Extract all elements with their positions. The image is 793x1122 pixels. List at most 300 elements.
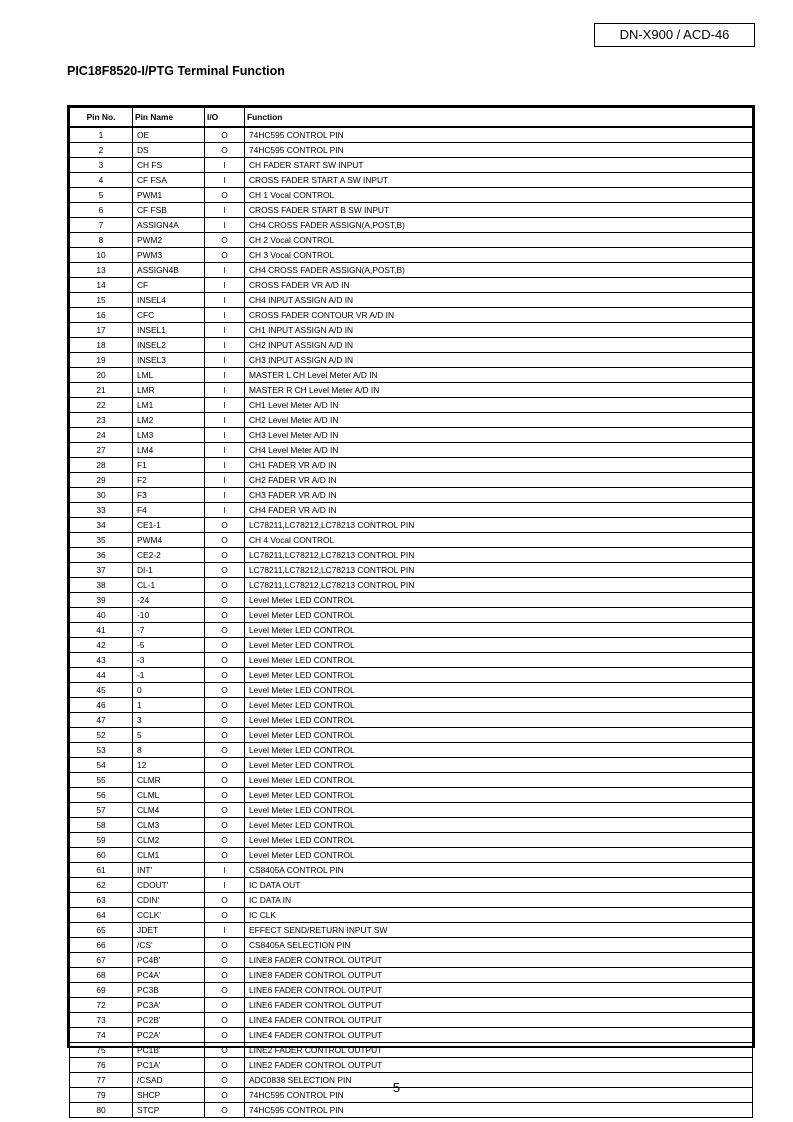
function-cell: Level Meter LED CONTROL: [245, 668, 753, 683]
pin-name-cell: F2: [133, 473, 205, 488]
function-cell: IC DATA OUT: [245, 878, 753, 893]
function-cell: Level Meter LED CONTROL: [245, 743, 753, 758]
pin-name-cell: INSEL4: [133, 293, 205, 308]
pin-name-cell: CFC: [133, 308, 205, 323]
function-cell: CH1 INPUT ASSIGN A/D IN: [245, 323, 753, 338]
pin-name-cell: CLM1: [133, 848, 205, 863]
table-row: [70, 938, 753, 953]
io-cell: I: [205, 218, 245, 233]
table-row: [70, 953, 753, 968]
pin-number-cell: 77: [70, 1073, 133, 1088]
table-row: [70, 833, 753, 848]
function-cell: CH2 INPUT ASSIGN A/D IN: [245, 338, 753, 353]
function-cell: Level Meter LED CONTROL: [245, 698, 753, 713]
pin-number-cell: 52: [70, 728, 133, 743]
pin-name-cell: LM3: [133, 428, 205, 443]
pin-name-cell: CL-1: [133, 578, 205, 593]
pin-name-cell: DS: [133, 143, 205, 158]
function-cell: 74HC595 CONTROL PIN: [245, 1088, 753, 1103]
function-cell: LC78211,LC78212,LC78213 CONTROL PIN: [245, 548, 753, 563]
table-row: [70, 143, 753, 158]
function-cell: CH4 INPUT ASSIGN A/D IN: [245, 293, 753, 308]
pin-number-cell: 38: [70, 578, 133, 593]
pin-name-cell: CE2-2: [133, 548, 205, 563]
pin-name-cell: PWM4: [133, 533, 205, 548]
function-cell: CH4 Level Meter A/D IN: [245, 443, 753, 458]
io-cell: O: [205, 668, 245, 683]
pin-name-cell: PC1B': [133, 1043, 205, 1058]
table-body: [70, 127, 753, 1118]
pin-number-cell: 57: [70, 803, 133, 818]
pin-number-cell: 40: [70, 608, 133, 623]
pin-number-cell: 64: [70, 908, 133, 923]
function-cell: CH 3 Vocal CONTROL: [245, 248, 753, 263]
model-number-box: DN-X900 / ACD-46: [594, 23, 755, 47]
function-cell: Level Meter LED CONTROL: [245, 788, 753, 803]
pin-number-cell: 69: [70, 983, 133, 998]
pin-number-cell: 37: [70, 563, 133, 578]
function-cell: LC78211,LC78212,LC78213 CONTROL PIN: [245, 563, 753, 578]
function-cell: LC78211,LC78212,LC78213 CONTROL PIN: [245, 518, 753, 533]
table-row: [70, 773, 753, 788]
pin-name-cell: LMR: [133, 383, 205, 398]
pin-number-cell: 18: [70, 338, 133, 353]
pin-name-cell: 8: [133, 743, 205, 758]
io-cell: O: [205, 638, 245, 653]
pin-number-cell: 34: [70, 518, 133, 533]
table-row: [70, 488, 753, 503]
io-cell: O: [205, 1103, 245, 1118]
pin-name-cell: LML: [133, 368, 205, 383]
function-cell: CS8405A CONTROL PIN: [245, 863, 753, 878]
io-cell: O: [205, 743, 245, 758]
pin-number-cell: 63: [70, 893, 133, 908]
table-row: [70, 188, 753, 203]
pin-name-cell: OE: [133, 127, 205, 143]
io-cell: O: [205, 1043, 245, 1058]
function-cell: Level Meter LED CONTROL: [245, 593, 753, 608]
io-cell: O: [205, 188, 245, 203]
function-cell: CROSS FADER VR A/D IN: [245, 278, 753, 293]
pin-name-cell: -1: [133, 668, 205, 683]
pin-name-cell: PC3B: [133, 983, 205, 998]
function-cell: Level Meter LED CONTROL: [245, 833, 753, 848]
table-row: [70, 548, 753, 563]
pin-number-cell: 14: [70, 278, 133, 293]
pin-number-cell: 55: [70, 773, 133, 788]
function-cell: EFFECT SEND/RETURN INPUT SW: [245, 923, 753, 938]
pin-number-cell: 74: [70, 1028, 133, 1043]
io-cell: O: [205, 233, 245, 248]
pin-number-cell: 44: [70, 668, 133, 683]
function-cell: Level Meter LED CONTROL: [245, 728, 753, 743]
function-cell: CH1 Level Meter A/D IN: [245, 398, 753, 413]
io-cell: O: [205, 1058, 245, 1073]
io-cell: O: [205, 983, 245, 998]
table-row: [70, 518, 753, 533]
function-cell: LINE6 FADER CONTROL OUTPUT: [245, 983, 753, 998]
io-cell: I: [205, 398, 245, 413]
pin-number-cell: 76: [70, 1058, 133, 1073]
io-cell: I: [205, 323, 245, 338]
pin-name-cell: SHCP: [133, 1088, 205, 1103]
pin-name-cell: CDIN': [133, 893, 205, 908]
pin-number-cell: 58: [70, 818, 133, 833]
pin-number-cell: 56: [70, 788, 133, 803]
table-row: [70, 203, 753, 218]
pin-number-cell: 23: [70, 413, 133, 428]
table-row: [70, 1103, 753, 1118]
pin-number-cell: 1: [70, 127, 133, 143]
table-row: [70, 278, 753, 293]
pin-name-cell: 5: [133, 728, 205, 743]
io-cell: O: [205, 998, 245, 1013]
pin-number-cell: 13: [70, 263, 133, 278]
pin-name-cell: PC2A': [133, 1028, 205, 1043]
pin-name-cell: -5: [133, 638, 205, 653]
table-row: [70, 293, 753, 308]
table-row: [70, 1028, 753, 1043]
io-cell: O: [205, 938, 245, 953]
table-row: [70, 698, 753, 713]
function-cell: CH3 INPUT ASSIGN A/D IN: [245, 353, 753, 368]
io-cell: O: [205, 803, 245, 818]
io-cell: I: [205, 383, 245, 398]
table-row: [70, 413, 753, 428]
pin-number-cell: 75: [70, 1043, 133, 1058]
pin-number-cell: 2: [70, 143, 133, 158]
function-cell: CH2 FADER VR A/D IN: [245, 473, 753, 488]
pin-number-cell: 73: [70, 1013, 133, 1028]
pin-name-cell: CCLK': [133, 908, 205, 923]
function-cell: 74HC595 CONTROL PIN: [245, 127, 753, 143]
table-row: [70, 1058, 753, 1073]
io-cell: O: [205, 608, 245, 623]
table-row: [70, 593, 753, 608]
io-cell: I: [205, 368, 245, 383]
table-row: [70, 983, 753, 998]
io-cell: O: [205, 1088, 245, 1103]
pin-number-cell: 21: [70, 383, 133, 398]
pin-number-cell: 20: [70, 368, 133, 383]
pin-name-cell: ASSIGN4B: [133, 263, 205, 278]
terminal-function-table: [69, 107, 753, 1118]
io-cell: I: [205, 863, 245, 878]
pin-number-cell: 66: [70, 938, 133, 953]
function-cell: MASTER L CH Level Meter A/D IN: [245, 368, 753, 383]
function-cell: LINE2 FADER CONTROL OUTPUT: [245, 1043, 753, 1058]
io-cell: O: [205, 848, 245, 863]
pin-name-cell: PC2B': [133, 1013, 205, 1028]
io-cell: O: [205, 728, 245, 743]
table-row: [70, 368, 753, 383]
table-row: [70, 638, 753, 653]
pin-number-cell: 3: [70, 158, 133, 173]
function-cell: CH4 CROSS FADER ASSIGN(A,POST,B): [245, 263, 753, 278]
pin-name-cell: PC4B': [133, 953, 205, 968]
table-row: [70, 338, 753, 353]
io-cell: O: [205, 563, 245, 578]
table-row: [70, 1013, 753, 1028]
pin-name-cell: PC1A': [133, 1058, 205, 1073]
function-cell: LINE4 FADER CONTROL OUTPUT: [245, 1028, 753, 1043]
pin-name-cell: F1: [133, 458, 205, 473]
pin-number-cell: 19: [70, 353, 133, 368]
pin-name-cell: CE1-1: [133, 518, 205, 533]
io-cell: I: [205, 353, 245, 368]
pin-name-cell: -3: [133, 653, 205, 668]
pin-number-cell: 43: [70, 653, 133, 668]
function-cell: CH3 FADER VR A/D IN: [245, 488, 753, 503]
document-title: PIC18F8520-I/PTG Terminal Function: [67, 64, 285, 78]
function-cell: MASTER R CH Level Meter A/D IN: [245, 383, 753, 398]
function-cell: CH FADER START SW INPUT: [245, 158, 753, 173]
column-header-pin-name: Pin Name: [133, 108, 205, 128]
io-cell: I: [205, 443, 245, 458]
pin-number-cell: 27: [70, 443, 133, 458]
io-cell: O: [205, 953, 245, 968]
pin-name-cell: 0: [133, 683, 205, 698]
pin-name-cell: DI-1: [133, 563, 205, 578]
io-cell: O: [205, 773, 245, 788]
pin-name-cell: ASSIGN4A: [133, 218, 205, 233]
pin-number-cell: 41: [70, 623, 133, 638]
pin-number-cell: 79: [70, 1088, 133, 1103]
pin-name-cell: INSEL1: [133, 323, 205, 338]
io-cell: O: [205, 713, 245, 728]
table-row: [70, 533, 753, 548]
table-row: [70, 878, 753, 893]
io-cell: O: [205, 248, 245, 263]
pin-name-cell: F3: [133, 488, 205, 503]
pin-number-cell: 17: [70, 323, 133, 338]
pin-number-cell: 62: [70, 878, 133, 893]
table-row: [70, 818, 753, 833]
function-cell: LINE4 FADER CONTROL OUTPUT: [245, 1013, 753, 1028]
function-cell: CROSS FADER CONTOUR VR A/D IN: [245, 308, 753, 323]
table-row: [70, 383, 753, 398]
io-cell: I: [205, 278, 245, 293]
function-cell: Level Meter LED CONTROL: [245, 653, 753, 668]
function-cell: IC CLK: [245, 908, 753, 923]
pin-name-cell: PC3A': [133, 998, 205, 1013]
pin-name-cell: F4: [133, 503, 205, 518]
table-row: [70, 248, 753, 263]
table-row: [70, 218, 753, 233]
pin-number-cell: 22: [70, 398, 133, 413]
table-row: [70, 158, 753, 173]
table-row: [70, 443, 753, 458]
table-row: [70, 1043, 753, 1058]
pin-number-cell: 72: [70, 998, 133, 1013]
function-cell: CH4 CROSS FADER ASSIGN(A,POST,B): [245, 218, 753, 233]
table-row: [70, 428, 753, 443]
table-row: [70, 563, 753, 578]
function-cell: Level Meter LED CONTROL: [245, 683, 753, 698]
function-cell: LINE8 FADER CONTROL OUTPUT: [245, 968, 753, 983]
pin-name-cell: PC4A': [133, 968, 205, 983]
table-row: [70, 458, 753, 473]
table-row: [70, 608, 753, 623]
io-cell: O: [205, 908, 245, 923]
table-row: [70, 127, 753, 143]
pin-number-cell: 6: [70, 203, 133, 218]
table-row: [70, 998, 753, 1013]
table-row: [70, 923, 753, 938]
io-cell: I: [205, 293, 245, 308]
function-cell: Level Meter LED CONTROL: [245, 758, 753, 773]
pin-number-cell: 10: [70, 248, 133, 263]
pin-number-cell: 61: [70, 863, 133, 878]
pin-number-cell: 68: [70, 968, 133, 983]
pin-name-cell: -10: [133, 608, 205, 623]
pin-name-cell: PWM1: [133, 188, 205, 203]
pin-name-cell: -7: [133, 623, 205, 638]
terminal-function-table-frame: [67, 105, 755, 1115]
pin-number-cell: 4: [70, 173, 133, 188]
io-cell: O: [205, 788, 245, 803]
pin-number-cell: 8: [70, 233, 133, 248]
io-cell: O: [205, 1013, 245, 1028]
pin-number-cell: 54: [70, 758, 133, 773]
io-cell: I: [205, 458, 245, 473]
pin-number-cell: 29: [70, 473, 133, 488]
pin-name-cell: CH FS: [133, 158, 205, 173]
pin-name-cell: STCP: [133, 1103, 205, 1118]
pin-number-cell: 47: [70, 713, 133, 728]
pin-name-cell: CF FSA: [133, 173, 205, 188]
io-cell: I: [205, 503, 245, 518]
pin-name-cell: CLM4: [133, 803, 205, 818]
pin-number-cell: 16: [70, 308, 133, 323]
io-cell: O: [205, 653, 245, 668]
io-cell: O: [205, 893, 245, 908]
function-cell: LC78211,LC78212,LC78213 CONTROL PIN: [245, 578, 753, 593]
function-cell: 74HC595 CONTROL PIN: [245, 1103, 753, 1118]
io-cell: I: [205, 308, 245, 323]
io-cell: I: [205, 158, 245, 173]
table-row: [70, 308, 753, 323]
io-cell: I: [205, 263, 245, 278]
io-cell: O: [205, 698, 245, 713]
pin-number-cell: 30: [70, 488, 133, 503]
table-row: [70, 788, 753, 803]
column-header-io: I/O: [205, 108, 245, 128]
io-cell: O: [205, 143, 245, 158]
pin-name-cell: 3: [133, 713, 205, 728]
function-cell: ADC0838 SELECTION PIN: [245, 1073, 753, 1088]
pin-name-cell: INSEL3: [133, 353, 205, 368]
column-header-pin-no: Pin No.: [70, 108, 133, 128]
io-cell: O: [205, 518, 245, 533]
table-row: [70, 398, 753, 413]
pin-number-cell: 28: [70, 458, 133, 473]
pin-name-cell: LM4: [133, 443, 205, 458]
function-cell: CH 1 Vocal CONTROL: [245, 188, 753, 203]
pin-name-cell: CF: [133, 278, 205, 293]
function-cell: Level Meter LED CONTROL: [245, 848, 753, 863]
pin-number-cell: 42: [70, 638, 133, 653]
io-cell: I: [205, 878, 245, 893]
table-row: [70, 848, 753, 863]
table-row: [70, 713, 753, 728]
io-cell: O: [205, 818, 245, 833]
function-cell: LINE2 FADER CONTROL OUTPUT: [245, 1058, 753, 1073]
function-cell: IC DATA IN: [245, 893, 753, 908]
pin-number-cell: 53: [70, 743, 133, 758]
page-number: 5: [392, 1080, 401, 1095]
pin-name-cell: LM2: [133, 413, 205, 428]
table-row: [70, 743, 753, 758]
table-row: [70, 683, 753, 698]
io-cell: O: [205, 548, 245, 563]
pin-number-cell: 60: [70, 848, 133, 863]
function-cell: Level Meter LED CONTROL: [245, 803, 753, 818]
io-cell: I: [205, 173, 245, 188]
pin-number-cell: 46: [70, 698, 133, 713]
io-cell: O: [205, 1073, 245, 1088]
function-cell: CROSS FADER START B SW INPUT: [245, 203, 753, 218]
function-cell: CS8405A SELECTION PIN: [245, 938, 753, 953]
function-cell: Level Meter LED CONTROL: [245, 773, 753, 788]
function-cell: CH4 FADER VR A/D IN: [245, 503, 753, 518]
io-cell: O: [205, 968, 245, 983]
pin-name-cell: JDET: [133, 923, 205, 938]
io-cell: O: [205, 833, 245, 848]
pin-number-cell: 33: [70, 503, 133, 518]
io-cell: I: [205, 923, 245, 938]
io-cell: O: [205, 127, 245, 143]
function-cell: Level Meter LED CONTROL: [245, 608, 753, 623]
function-cell: CROSS FADER START A SW INPUT: [245, 173, 753, 188]
pin-name-cell: /CSAD: [133, 1073, 205, 1088]
pin-number-cell: 59: [70, 833, 133, 848]
io-cell: O: [205, 578, 245, 593]
table-row: [70, 893, 753, 908]
io-cell: O: [205, 758, 245, 773]
table-row: [70, 353, 753, 368]
pin-number-cell: 36: [70, 548, 133, 563]
io-cell: O: [205, 683, 245, 698]
pin-name-cell: CLM3: [133, 818, 205, 833]
pin-name-cell: CLMR: [133, 773, 205, 788]
pin-name-cell: LM1: [133, 398, 205, 413]
table-row: [70, 503, 753, 518]
pin-name-cell: CLM2: [133, 833, 205, 848]
function-cell: CH2 Level Meter A/D IN: [245, 413, 753, 428]
table-row: [70, 668, 753, 683]
pin-name-cell: CLML: [133, 788, 205, 803]
io-cell: I: [205, 338, 245, 353]
function-cell: CH 4 Vocal CONTROL: [245, 533, 753, 548]
pin-name-cell: PWM3: [133, 248, 205, 263]
table-row: [70, 263, 753, 278]
pin-name-cell: /CS': [133, 938, 205, 953]
io-cell: O: [205, 593, 245, 608]
pin-name-cell: 12: [133, 758, 205, 773]
function-cell: 74HC595 CONTROL PIN: [245, 143, 753, 158]
table-row: [70, 578, 753, 593]
pin-number-cell: 67: [70, 953, 133, 968]
pin-number-cell: 5: [70, 188, 133, 203]
io-cell: O: [205, 623, 245, 638]
function-cell: Level Meter LED CONTROL: [245, 623, 753, 638]
pin-name-cell: INT': [133, 863, 205, 878]
io-cell: O: [205, 1028, 245, 1043]
io-cell: O: [205, 533, 245, 548]
table-row: [70, 233, 753, 248]
pin-name-cell: INSEL2: [133, 338, 205, 353]
